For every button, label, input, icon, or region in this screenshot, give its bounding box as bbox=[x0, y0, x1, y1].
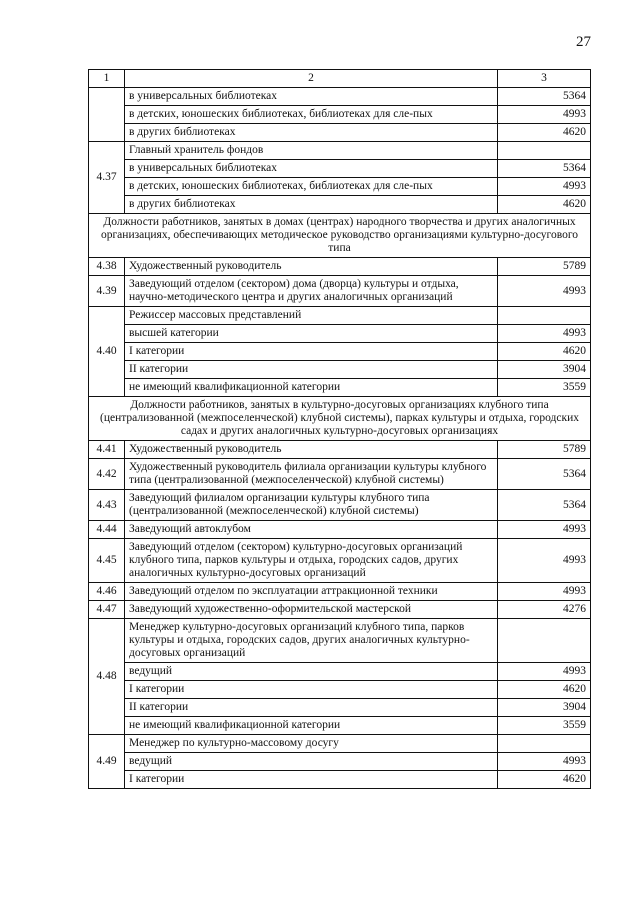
salary-value: 4993 bbox=[498, 753, 591, 771]
salary-value: 4993 bbox=[498, 106, 591, 124]
salary-value: 4620 bbox=[498, 196, 591, 214]
position-title: Заведующий филиалом организации культуры клубного типа (централизованной (межпоселенческой) клубной системы) bbox=[125, 490, 498, 521]
item-number: 4.44 bbox=[89, 521, 125, 539]
table-header-row bbox=[89, 70, 591, 88]
position-title: II категории bbox=[125, 699, 498, 717]
table-row bbox=[89, 325, 591, 343]
salary-value: 3904 bbox=[498, 361, 591, 379]
section-heading-row bbox=[89, 214, 591, 258]
table-row bbox=[89, 583, 591, 601]
table-row bbox=[89, 441, 591, 459]
salary-value: 3559 bbox=[498, 379, 591, 397]
salary-value: 4620 bbox=[498, 681, 591, 699]
position-title: ведущий bbox=[125, 753, 498, 771]
table-row bbox=[89, 142, 591, 160]
table-row bbox=[89, 276, 591, 307]
header-col-3: 3 bbox=[498, 70, 591, 88]
position-title: Заведующий автоклубом bbox=[125, 521, 498, 539]
table-row bbox=[89, 490, 591, 521]
table-row bbox=[89, 735, 591, 753]
position-title: Заведующий отделом (сектором) дома (дворца) культуры и отдыха, научно-методического центра и других аналогичных организаций bbox=[125, 276, 498, 307]
table-row bbox=[89, 771, 591, 789]
position-title: Режиссер массовых представлений bbox=[125, 307, 498, 325]
position-title: в других библиотеках bbox=[125, 124, 498, 142]
header-col-1: 1 bbox=[89, 70, 125, 88]
salary-value: 3904 bbox=[498, 699, 591, 717]
salary-value: 5789 bbox=[498, 258, 591, 276]
table-row bbox=[89, 753, 591, 771]
salary-value: 4620 bbox=[498, 343, 591, 361]
salary-value bbox=[498, 735, 591, 753]
table-row bbox=[89, 681, 591, 699]
table-row bbox=[89, 88, 591, 106]
item-number: 4.41 bbox=[89, 441, 125, 459]
position-title: I категории bbox=[125, 771, 498, 789]
table-row bbox=[89, 106, 591, 124]
item-number: 4.42 bbox=[89, 459, 125, 490]
position-title: II категории bbox=[125, 361, 498, 379]
salary-value: 4993 bbox=[498, 521, 591, 539]
salary-value: 4993 bbox=[498, 325, 591, 343]
section-heading-row bbox=[89, 397, 591, 441]
salary-value: 5364 bbox=[498, 490, 591, 521]
position-title: ведущий bbox=[125, 663, 498, 681]
item-number bbox=[89, 88, 125, 142]
position-title: в универсальных библиотеках bbox=[125, 88, 498, 106]
position-title: Заведующий отделом по эксплуатации аттракционной техники bbox=[125, 583, 498, 601]
salary-value: 4993 bbox=[498, 276, 591, 307]
position-title: Менеджер по культурно-массовому досугу bbox=[125, 735, 498, 753]
table-row bbox=[89, 619, 591, 663]
salary-value: 4620 bbox=[498, 124, 591, 142]
table-row bbox=[89, 539, 591, 583]
item-number: 4.49 bbox=[89, 735, 125, 789]
position-title: в других библиотеках bbox=[125, 196, 498, 214]
position-title: Художественный руководитель филиала организации культуры клубного типа (централизованной (межпоселенческой) клубной системы) bbox=[125, 459, 498, 490]
position-title: Художественный руководитель bbox=[125, 441, 498, 459]
salary-value: 4993 bbox=[498, 178, 591, 196]
position-title: высшей категории bbox=[125, 325, 498, 343]
salary-value: 5364 bbox=[498, 160, 591, 178]
section-heading: Должности работников, занятых в культурно-досуговых организациях клубного типа (централизованной (межпоселенческой) клубной системы), парках культуры и отдыха, городских садах и других аналогичных культурно-досуговых организациях bbox=[89, 397, 591, 441]
salary-value: 4993 bbox=[498, 583, 591, 601]
salary-value: 5364 bbox=[498, 88, 591, 106]
table-row bbox=[89, 160, 591, 178]
item-number: 4.40 bbox=[89, 307, 125, 397]
table-row bbox=[89, 717, 591, 735]
item-number: 4.39 bbox=[89, 276, 125, 307]
salary-value bbox=[498, 619, 591, 663]
page-number: 27 bbox=[576, 34, 591, 50]
position-title: Заведующий художественно-оформительской мастерской bbox=[125, 601, 498, 619]
position-title: в универсальных библиотеках bbox=[125, 160, 498, 178]
table-row bbox=[89, 459, 591, 490]
position-title: Главный хранитель фондов bbox=[125, 142, 498, 160]
position-title: Художественный руководитель bbox=[125, 258, 498, 276]
position-title: Заведующий отделом (сектором) культурно-досуговых организаций клубного типа, парков культуры и отдыха, городских садов, других аналогичных культурно-досуговых организаций bbox=[125, 539, 498, 583]
item-number: 4.48 bbox=[89, 619, 125, 735]
salary-table bbox=[88, 69, 591, 789]
position-title: I категории bbox=[125, 681, 498, 699]
table-row bbox=[89, 343, 591, 361]
item-number: 4.38 bbox=[89, 258, 125, 276]
position-title: в детских, юношеских библиотеках, библиотеках для сле-пых bbox=[125, 178, 498, 196]
table-row bbox=[89, 361, 591, 379]
salary-value: 4276 bbox=[498, 601, 591, 619]
table-row bbox=[89, 196, 591, 214]
table-row bbox=[89, 521, 591, 539]
item-number: 4.47 bbox=[89, 601, 125, 619]
table-row bbox=[89, 601, 591, 619]
salary-value: 4993 bbox=[498, 663, 591, 681]
position-title: I категории bbox=[125, 343, 498, 361]
table-row bbox=[89, 258, 591, 276]
salary-value: 3559 bbox=[498, 717, 591, 735]
item-number: 4.46 bbox=[89, 583, 125, 601]
salary-value: 5789 bbox=[498, 441, 591, 459]
item-number: 4.43 bbox=[89, 490, 125, 521]
salary-value: 4620 bbox=[498, 771, 591, 789]
item-number: 4.37 bbox=[89, 142, 125, 214]
table-row bbox=[89, 178, 591, 196]
salary-value bbox=[498, 142, 591, 160]
table-row bbox=[89, 124, 591, 142]
position-title: не имеющий квалификационной категории bbox=[125, 717, 498, 735]
position-title: Менеджер культурно-досуговых организаций клубного типа, парков культуры и отдыха, городских садов, других аналогичных культурно-досуговых организаций bbox=[125, 619, 498, 663]
table-row bbox=[89, 307, 591, 325]
position-title: в детских, юношеских библиотеках, библиотеках для сле-пых bbox=[125, 106, 498, 124]
header-col-2: 2 bbox=[125, 70, 498, 88]
table-row bbox=[89, 663, 591, 681]
item-number: 4.45 bbox=[89, 539, 125, 583]
table-row bbox=[89, 699, 591, 717]
position-title: не имеющий квалификационной категории bbox=[125, 379, 498, 397]
table-row bbox=[89, 379, 591, 397]
section-heading: Должности работников, занятых в домах (центрах) народного творчества и других аналогичных организациях, обеспечивающих методическое руководство организациями культурно-досугового типа bbox=[89, 214, 591, 258]
salary-value: 4993 bbox=[498, 539, 591, 583]
salary-value: 5364 bbox=[498, 459, 591, 490]
salary-value bbox=[498, 307, 591, 325]
